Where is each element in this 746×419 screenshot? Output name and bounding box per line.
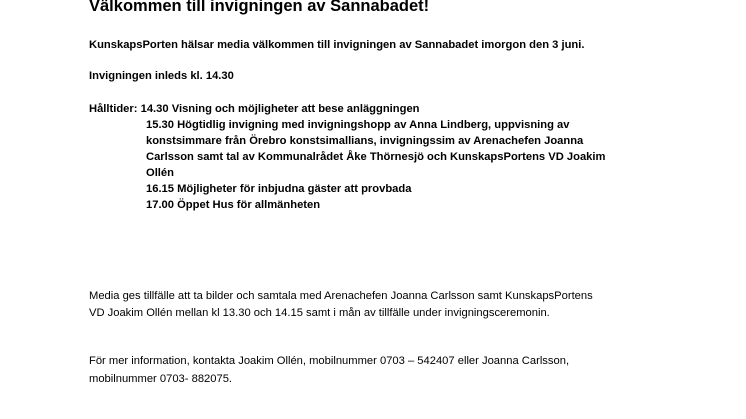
schedule-line: Carlsson samt tal av Kommunalrådet Åke Thörnesjö och KunskapsPortens VD Joakim <box>146 151 606 163</box>
schedule-line: 16.15 Möjligheter för inbjudna gäster att provbada <box>146 183 412 195</box>
schedule-line: Ollén <box>146 167 174 179</box>
media-paragraph-line: VD Joakim Ollén mellan kl 13.30 och 14.15 samt i mån av tillfälle under invigningsceremonin. <box>89 307 550 319</box>
contact-paragraph-line: För mer information, kontakta Joakim Ollén, mobilnummer 0703 – 542407 eller Joanna Carlsson, <box>89 355 570 367</box>
schedule-line: 15.30 Högtidlig invigning med invigningshopp av Anna Lindberg, uppvisning av <box>146 119 570 131</box>
schedule-first-line: Hålltider: 14.30 Visning och möjligheter att bese anläggningen <box>89 103 420 115</box>
media-paragraph-line: Media ges tillfälle att ta bilder och samtala med Arenachefen Joanna Carlsson samt KunskapsPortens <box>89 290 593 302</box>
intro-paragraph: KunskapsPorten hälsar media välkommen till invigningen av Sannabadet imorgon den 3 juni. <box>89 39 585 51</box>
contact-paragraph-line: mobilnummer 0703- 882075. <box>89 373 233 385</box>
schedule-line: 17.00 Öppet Hus för allmänheten <box>146 199 321 211</box>
start-time-paragraph: Invigningen inleds kl. 14.30 <box>89 70 234 82</box>
schedule-line: konstsimmare från Örebro konstsimallians, invigningssim av Arenachefen Joanna <box>146 135 584 147</box>
document-title: Välkommen till invigningen av Sannabadet! <box>89 0 430 15</box>
schedule-block <box>89 101 605 213</box>
